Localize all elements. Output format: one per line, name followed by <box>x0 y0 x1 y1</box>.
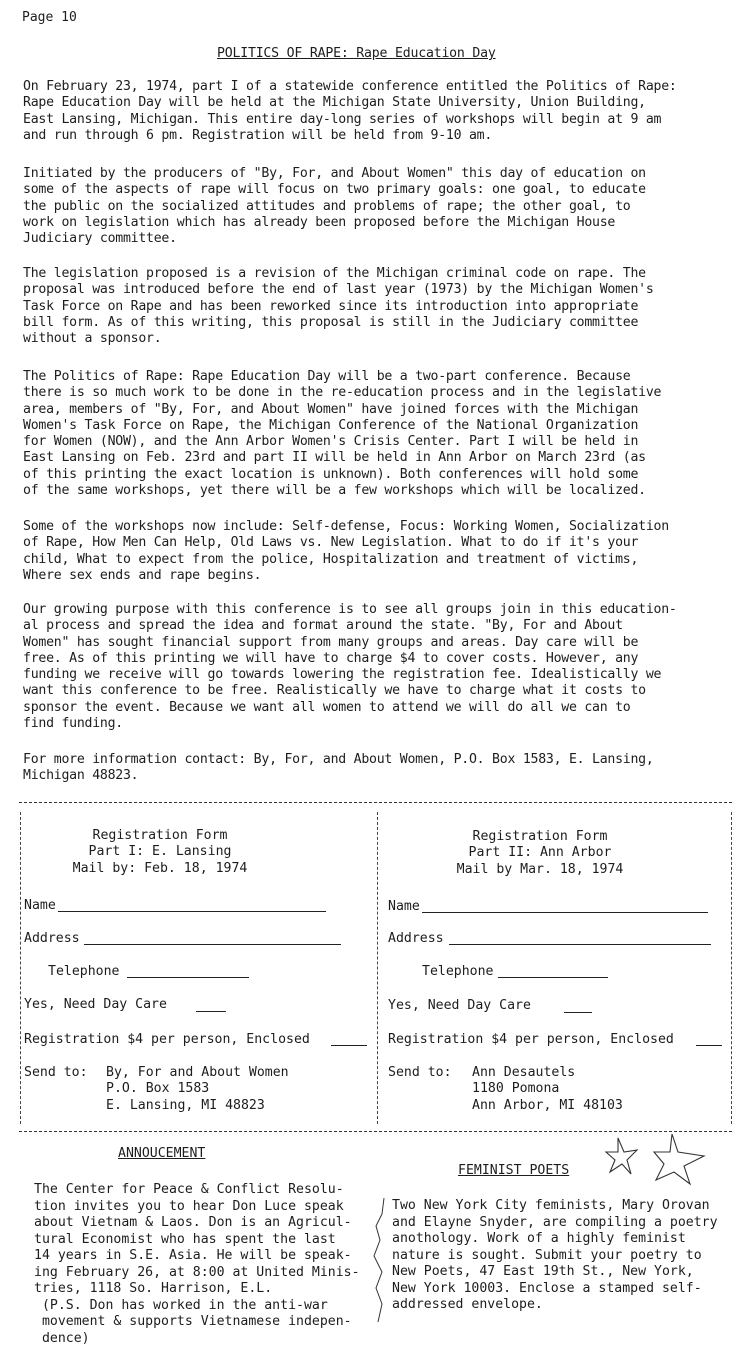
right-address-field[interactable] <box>449 944 711 945</box>
right-registration-label: Registration $4 per person, Enclosed <box>388 1032 674 1047</box>
paragraph-workshops: Some of the workshops now include: Self-defense, Focus: Working Women, Socialization of Rape, How Men Can Help, Old Laws vs. New Legislation. What to do if it's your child, What to expect from the police, Hospitalization and treatment of victims, Where sex ends and rape begins. <box>23 519 669 583</box>
left-registration-label: Registration $4 per person, Enclosed <box>24 1032 310 1047</box>
announcement-heading: ANNOUCEMENT <box>118 1146 206 1161</box>
feminist-poets-body: Two New York City feminists, Mary Orovan and Elayne Snyder, are compiling a poetry anothology. Work of a highly feminist nature is sought. Submit your poetry to New Poets, 47 East 19th St., New York, New York 10003. Enclose a stamped self- addressed envelope. <box>392 1198 718 1312</box>
left-send-label: Send to: <box>24 1065 88 1080</box>
right-daycare-label: Yes, Need Day Care <box>388 998 531 1013</box>
right-daycare-checkline[interactable] <box>564 1012 592 1013</box>
left-daycare-label: Yes, Need Day Care <box>24 997 167 1012</box>
right-registration-checkline[interactable] <box>696 1045 722 1046</box>
right-name-field[interactable] <box>422 912 708 913</box>
left-name-label: Name <box>24 898 56 913</box>
left-form-heading: Registration Form Part I: E. Lansing Mail by: Feb. 18, 1974 <box>72 828 248 876</box>
paragraph-purpose: Our growing purpose with this conference is to see all groups join in this education- al process and spread the idea and format around the state. "By, For and About Women" has sought financial support from many groups and areas. Day care will be free. As of this printing we will have to charge $4 to cover costs. However, any funding we receive will go towards lowering the registration fee. Idealistically we want this conference to be free. Realistically we have to charge what it costs to sponsor the event. Because we want all women to attend we will do all we can to find funding. <box>23 602 677 732</box>
right-telephone-label: Telephone <box>422 964 494 979</box>
article-title: POLITICS OF RAPE: Rape Education Day <box>217 46 496 61</box>
right-telephone-field[interactable] <box>498 977 608 978</box>
left-address-label: Address <box>24 931 80 946</box>
hand-drawn-stars-icon <box>604 1130 714 1188</box>
left-telephone-field[interactable] <box>127 977 249 978</box>
left-telephone-label: Telephone <box>48 964 120 979</box>
left-address-field[interactable] <box>84 944 341 945</box>
right-name-label: Name <box>388 899 420 914</box>
left-registration-checkline[interactable] <box>331 1045 367 1046</box>
paragraph-intro: On February 23, 1974, part I of a statewide conference entitled the Politics of Rape: Rape Education Day will be held at the Michigan State University, Union Building, East Lansing, Michigan. This entire day-long series of workshops will begin at 9 am and run through 6 pm. Registration will be held from 9-10 am. <box>23 79 677 143</box>
right-send-label: Send to: <box>388 1065 452 1080</box>
form-left-edge <box>20 812 21 1124</box>
left-name-field[interactable] <box>58 911 326 912</box>
paragraph-legislation: The legislation proposed is a revision of the Michigan criminal code on rape. The proposal was introduced before the end of last year (1973) by the Michigan Women's Task Force on Rape and has been reworked since its introduction into appropriate bill form. As of this writing, this proposal is still in the Judiciary committee without a sponsor. <box>23 266 654 347</box>
paragraph-goals: Initiated by the producers of "By, For, and About Women" this day of education on some of the aspects of rape will focus on two primary goals: one goal, to educate the public on the socialized attitudes and problems of rape; the other goal, to work on legislation which has already been proposed before the Michigan House Judiciary committee. <box>23 166 646 247</box>
left-daycare-checkline[interactable] <box>196 1011 226 1012</box>
right-address-label: Address <box>388 931 444 946</box>
hand-drawn-bracket-icon <box>370 1196 390 1324</box>
right-send-address: Ann Desautels 1180 Pomona Ann Arbor, MI 48103 <box>472 1065 623 1113</box>
left-send-address: By, For and About Women P.O. Box 1583 E. Lansing, MI 48823 <box>106 1065 289 1113</box>
paragraph-two-part: The Politics of Rape: Rape Education Day will be a two-part conference. Because there is so much work to be done in the re-education process and in the legislative area, members of "By, For, and About Women" have joined forces with the Michigan Women's Task Force on Rape, the Michigan Conference of the National Organization for Women (NOW), and the Ann Arbor Women's Crisis Center. Part I will be held in East Lansing on Feb. 23rd and part II will be held in Ann Arbor on March 23rd (as of this printing the exact location is unknown). Both conferences will hold some of the same workshops, yet there will be a few workshops which will be localized. <box>23 369 662 499</box>
feminist-poets-heading: FEMINIST POETS <box>458 1163 570 1178</box>
form-divider <box>377 812 378 1124</box>
right-form-heading: Registration Form Part II: Ann Arbor Mail by Mar. 18, 1974 <box>456 829 624 877</box>
paragraph-contact: For more information contact: By, For, and About Women, P.O. Box 1583, E. Lansing, Michigan 48823. <box>23 752 654 784</box>
form-right-edge <box>731 812 732 1124</box>
page-number: Page 10 <box>22 10 77 25</box>
announcement-body: The Center for Peace & Conflict Resolu- tion invites you to hear Don Luce speak about Vietnam & Laos. Don is an Agricul- tural Economist who has spent the last 14 years in S.E. Asia. He will be speak- ing February 26, at 8:00 at United Minis- tries, 1118 So. Harrison, E.L. (P.S. Don has worked in the anti-war movement & supports Vietnamese indepen- dence) <box>34 1182 360 1346</box>
